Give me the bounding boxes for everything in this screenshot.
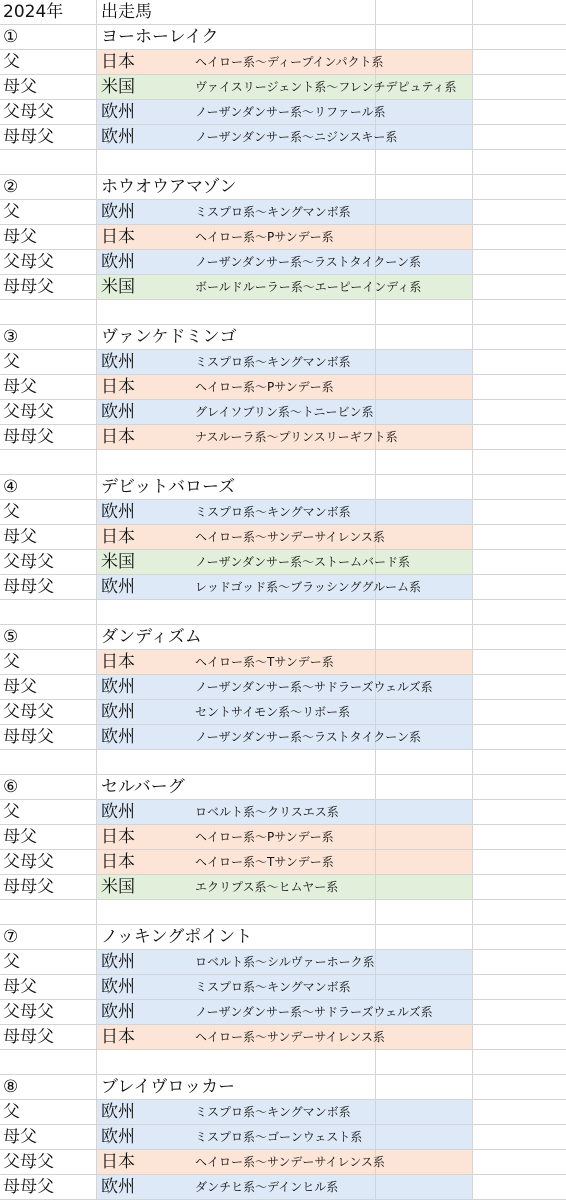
grid-line: [472, 425, 473, 449]
region-cell[interactable]: 欧州: [101, 252, 135, 272]
horse-number-cell[interactable]: ①: [3, 27, 19, 47]
sire-line-cell[interactable]: ノーザンダンサー系～サドラーズウェルズ系: [195, 680, 433, 694]
sire-line-cell[interactable]: ナスルーラ系～プリンスリーギフト系: [195, 430, 398, 444]
horse-number-cell[interactable]: ③: [3, 327, 19, 347]
role-cell[interactable]: 母母父: [3, 427, 54, 447]
region-cell[interactable]: 欧州: [101, 202, 135, 222]
region-cell[interactable]: 米国: [101, 877, 135, 897]
role-cell[interactable]: 母母父: [3, 577, 54, 597]
horse-number-cell[interactable]: ④: [3, 477, 19, 497]
pedigree-row: [0, 400, 566, 425]
grid-line: [472, 975, 473, 999]
horse-name-cell[interactable]: ホウオウアマゾン: [101, 177, 237, 197]
pedigree-row: [0, 725, 566, 750]
horse-number-cell[interactable]: ⑧: [3, 1077, 19, 1097]
role-cell[interactable]: 父母父: [3, 852, 54, 872]
role-cell[interactable]: 父母父: [3, 552, 54, 572]
grid-line: [375, 150, 376, 174]
role-cell[interactable]: 父母父: [3, 102, 54, 122]
horse-name-row: [0, 925, 566, 950]
horse-name-cell[interactable]: ブレイヴロッカー: [101, 1077, 236, 1097]
grid-line: [472, 375, 473, 399]
grid-line: [472, 225, 473, 249]
grid-line: [472, 1125, 473, 1149]
role-cell[interactable]: 母父: [3, 1127, 37, 1147]
blank-row: [0, 900, 566, 925]
pedigree-row: [0, 125, 566, 150]
grid-line: [472, 1025, 473, 1049]
sire-line-cell[interactable]: ノーザンダンサー系～サドラーズウェルズ系: [195, 1005, 433, 1019]
sire-line-cell[interactable]: エクリプス系～ヒムヤー系: [195, 880, 339, 894]
title-cell[interactable]: 出走馬: [101, 2, 152, 22]
grid-line: [472, 700, 473, 724]
grid-line: [472, 900, 473, 924]
horse-name-row: [0, 325, 566, 350]
grid-line: [472, 875, 473, 899]
role-cell[interactable]: 父母父: [3, 702, 54, 722]
region-cell[interactable]: 欧州: [101, 1127, 135, 1147]
sire-line-cell[interactable]: ノーザンダンサー系～ラストタイクーン系: [195, 730, 421, 744]
role-cell[interactable]: 母父: [3, 677, 37, 697]
grid-line: [472, 75, 473, 99]
horse-number-cell[interactable]: ⑦: [3, 927, 19, 947]
grid-line: [375, 600, 376, 624]
sire-line-cell[interactable]: ノーザンダンサー系～ニジンスキー系: [195, 130, 398, 144]
role-cell[interactable]: 父: [3, 1102, 20, 1122]
grid-line: [472, 200, 473, 224]
grid-line: [472, 850, 473, 874]
blank-row: [0, 300, 566, 325]
region-cell[interactable]: 日本: [101, 1027, 135, 1047]
blank-row: [0, 750, 566, 775]
grid-line: [472, 800, 473, 824]
grid-line: [472, 775, 473, 799]
role-cell[interactable]: 母父: [3, 527, 37, 547]
role-cell[interactable]: 父: [3, 802, 20, 822]
region-cell[interactable]: 欧州: [101, 1177, 135, 1197]
role-cell[interactable]: 母父: [3, 827, 37, 847]
grid-line: [472, 500, 473, 524]
region-cell[interactable]: 欧州: [101, 402, 135, 422]
horse-name-cell[interactable]: ダンディズム: [101, 627, 202, 647]
sire-line-cell[interactable]: ノーザンダンサー系～ストームバード系: [195, 555, 411, 569]
grid-line: [375, 1050, 376, 1074]
pedigree-row: [0, 1150, 566, 1175]
horse-name-cell[interactable]: セルバーグ: [101, 777, 185, 797]
grid-line: [472, 350, 473, 374]
pedigree-row: [0, 425, 566, 450]
year-cell[interactable]: 2024年: [3, 2, 64, 22]
blank-row: [0, 450, 566, 475]
horse-number-cell[interactable]: ⑥: [3, 777, 19, 797]
role-cell[interactable]: 母父: [3, 77, 37, 97]
region-cell[interactable]: 欧州: [101, 677, 135, 697]
pedigree-row: [0, 1175, 566, 1200]
region-cell[interactable]: 日本: [101, 852, 135, 872]
region-cell[interactable]: 日本: [101, 527, 135, 547]
pedigree-row: [0, 700, 566, 725]
grid-line: [472, 650, 473, 674]
grid-line: [472, 450, 473, 474]
grid-line: [472, 1150, 473, 1174]
pedigree-row: [0, 100, 566, 125]
pedigree-row: [0, 950, 566, 975]
sire-line-cell[interactable]: ボールドルーラー系～エーピーインディ系: [195, 280, 422, 294]
sire-line-cell[interactable]: ヘイロー系～Pサンデー系: [195, 380, 334, 394]
region-cell[interactable]: 欧州: [101, 727, 135, 747]
grid-line: [472, 725, 473, 749]
grid-line: [96, 750, 97, 774]
region-cell[interactable]: 米国: [101, 277, 135, 297]
grid-line: [472, 1075, 473, 1099]
sire-line-cell[interactable]: ヘイロー系～ディープインパクト系: [195, 55, 384, 69]
grid-line: [96, 1050, 97, 1074]
pedigree-row: [0, 550, 566, 575]
region-cell[interactable]: 欧州: [101, 102, 135, 122]
sire-line-cell[interactable]: ノーザンダンサー系～リファール系: [195, 105, 386, 119]
role-cell[interactable]: 父: [3, 202, 20, 222]
role-cell[interactable]: 母母父: [3, 877, 54, 897]
grid-line: [472, 0, 473, 24]
horse-name-row: [0, 1075, 566, 1100]
grid-line: [472, 675, 473, 699]
region-cell[interactable]: 日本: [101, 227, 135, 247]
region-cell[interactable]: 日本: [101, 377, 135, 397]
sire-line-cell[interactable]: ミスプロ系～キングマンボ系: [195, 505, 351, 519]
grid-line: [472, 300, 473, 324]
role-cell[interactable]: 母父: [3, 377, 37, 397]
grid-line: [96, 450, 97, 474]
grid-line: [472, 25, 473, 49]
grid-line: [96, 300, 97, 324]
pedigree-row: [0, 1025, 566, 1050]
sire-line-cell[interactable]: ヴァイスリージェント系～フレンチデピュティ系: [195, 80, 457, 94]
grid-line: [96, 150, 97, 174]
grid-line: [472, 250, 473, 274]
grid-line: [472, 1100, 473, 1124]
horse-name-row: [0, 25, 566, 50]
grid-line: [472, 575, 473, 599]
sire-line-cell[interactable]: ノーザンダンサー系～ラストタイクーン系: [195, 255, 421, 269]
pedigree-row: [0, 350, 566, 375]
pedigree-row: [0, 575, 566, 600]
horse-number-cell[interactable]: ②: [3, 177, 19, 197]
role-cell[interactable]: 母母父: [3, 127, 54, 147]
grid-line: [472, 1050, 473, 1074]
horse-name-row: [0, 625, 566, 650]
role-cell[interactable]: 父母父: [3, 402, 54, 422]
region-cell[interactable]: 欧州: [101, 577, 135, 597]
grid-line: [472, 50, 473, 74]
grid-line: [472, 325, 473, 349]
horse-name-cell[interactable]: デビットバローズ: [101, 477, 236, 497]
sire-line-cell[interactable]: ヘイロー系～Tサンデー系: [195, 855, 334, 869]
grid-line: [472, 750, 473, 774]
horse-number-cell[interactable]: ⑤: [3, 627, 19, 647]
sire-line-cell[interactable]: ミスプロ系～キングマンボ系: [195, 980, 351, 994]
pedigree-row: [0, 275, 566, 300]
grid-line: [472, 600, 473, 624]
role-cell[interactable]: 父: [3, 652, 20, 672]
grid-line: [472, 175, 473, 199]
grid-line: [472, 275, 473, 299]
pedigree-row: [0, 800, 566, 825]
role-cell[interactable]: 父母父: [3, 1002, 54, 1022]
sire-line-cell[interactable]: グレイソブリン系～トニービン系: [195, 405, 374, 419]
pedigree-row: [0, 1100, 566, 1125]
grid-line: [472, 1000, 473, 1024]
grid-line: [96, 600, 97, 624]
region-cell[interactable]: 欧州: [101, 977, 135, 997]
pedigree-row: [0, 850, 566, 875]
pedigree-row: [0, 875, 566, 900]
grid-line: [472, 825, 473, 849]
role-cell[interactable]: 母母父: [3, 1177, 54, 1197]
grid-line: [472, 550, 473, 574]
sire-line-cell[interactable]: ヘイロー系～サンデーサイレンス系: [195, 530, 385, 544]
grid-line: [375, 900, 376, 924]
region-cell[interactable]: 日本: [101, 1152, 135, 1172]
grid-line: [472, 950, 473, 974]
region-cell[interactable]: 日本: [101, 52, 135, 72]
role-cell[interactable]: 母母父: [3, 727, 54, 747]
pedigree-row: [0, 825, 566, 850]
role-cell[interactable]: 父: [3, 952, 20, 972]
blank-row: [0, 600, 566, 625]
blank-row: [0, 150, 566, 175]
sire-line-cell[interactable]: ヘイロー系～Tサンデー系: [195, 655, 334, 669]
pedigree-row: [0, 50, 566, 75]
pedigree-row: [0, 200, 566, 225]
region-cell[interactable]: 欧州: [101, 1002, 135, 1022]
grid-line: [472, 625, 473, 649]
grid-line: [472, 100, 473, 124]
grid-line: [375, 300, 376, 324]
sire-line-cell[interactable]: ミスプロ系～キングマンボ系: [195, 355, 351, 369]
grid-line: [472, 925, 473, 949]
horse-name-cell[interactable]: ノッキングポイント: [101, 927, 253, 947]
sire-line-cell[interactable]: ミスプロ系～キングマンボ系: [195, 205, 351, 219]
grid-line: [472, 150, 473, 174]
role-cell[interactable]: 母母父: [3, 277, 54, 297]
horse-name-row: [0, 775, 566, 800]
sire-line-cell[interactable]: ロベルト系～シルヴァーホーク系: [195, 955, 375, 969]
region-cell[interactable]: 欧州: [101, 352, 135, 372]
grid-line: [96, 900, 97, 924]
sire-line-cell[interactable]: ミスプロ系～キングマンボ系: [195, 1105, 351, 1119]
grid-line: [472, 475, 473, 499]
grid-line: [472, 125, 473, 149]
region-cell[interactable]: 日本: [101, 827, 135, 847]
sire-line-cell[interactable]: ヘイロー系～Pサンデー系: [195, 830, 334, 844]
region-cell[interactable]: 欧州: [101, 1102, 135, 1122]
region-cell[interactable]: 日本: [101, 652, 135, 672]
pedigree-row: [0, 500, 566, 525]
sire-line-cell[interactable]: ヘイロー系～Pサンデー系: [195, 230, 334, 244]
role-cell[interactable]: 父母父: [3, 1152, 54, 1172]
sire-line-cell[interactable]: ロベルト系～クリスエス系: [195, 805, 339, 819]
role-cell[interactable]: 母父: [3, 227, 37, 247]
role-cell[interactable]: 父母父: [3, 252, 54, 272]
pedigree-row: [0, 225, 566, 250]
sire-line-cell[interactable]: セントサイモン系～リボー系: [195, 705, 351, 719]
horse-name-cell[interactable]: ヨーホーレイク: [101, 27, 219, 47]
grid-line: [375, 750, 376, 774]
role-cell[interactable]: 父: [3, 502, 20, 522]
pedigree-row: [0, 1125, 566, 1150]
pedigree-row: [0, 675, 566, 700]
horse-name-cell[interactable]: ヴァンケドミンゴ: [101, 327, 237, 347]
pedigree-row: [0, 1000, 566, 1025]
sire-line-cell[interactable]: ミスプロ系～ゴーンウェスト系: [195, 1130, 363, 1144]
role-cell[interactable]: 母父: [3, 977, 37, 997]
grid-line: [472, 525, 473, 549]
sire-line-cell[interactable]: ヘイロー系～サンデーサイレンス系: [195, 1030, 385, 1044]
region-cell[interactable]: 欧州: [101, 127, 135, 147]
horse-name-row: [0, 475, 566, 500]
grid-line: [472, 1175, 473, 1199]
sire-line-cell[interactable]: ヘイロー系～サンデーサイレンス系: [195, 1155, 385, 1169]
grid-line: [375, 450, 376, 474]
region-cell[interactable]: 日本: [101, 427, 135, 447]
role-cell[interactable]: 父: [3, 352, 20, 372]
horse-name-row: [0, 175, 566, 200]
sire-line-cell[interactable]: ダンチヒ系～デインヒル系: [195, 1180, 339, 1194]
region-cell[interactable]: 欧州: [101, 952, 135, 972]
region-cell[interactable]: 欧州: [101, 802, 135, 822]
region-cell[interactable]: 欧州: [101, 702, 135, 722]
pedigree-row: [0, 525, 566, 550]
region-cell[interactable]: 欧州: [101, 502, 135, 522]
pedigree-row: [0, 975, 566, 1000]
pedigree-row: [0, 650, 566, 675]
pedigree-row: [0, 375, 566, 400]
sire-line-cell[interactable]: レッドゴッド系～ブラッシンググルーム系: [195, 580, 422, 594]
region-cell[interactable]: 米国: [101, 77, 135, 97]
grid-line: [472, 400, 473, 424]
blank-row: [0, 1050, 566, 1075]
header-row: [0, 0, 566, 25]
region-cell[interactable]: 米国: [101, 552, 135, 572]
pedigree-row: [0, 250, 566, 275]
role-cell[interactable]: 母母父: [3, 1027, 54, 1047]
role-cell[interactable]: 父: [3, 52, 20, 72]
pedigree-row: [0, 75, 566, 100]
